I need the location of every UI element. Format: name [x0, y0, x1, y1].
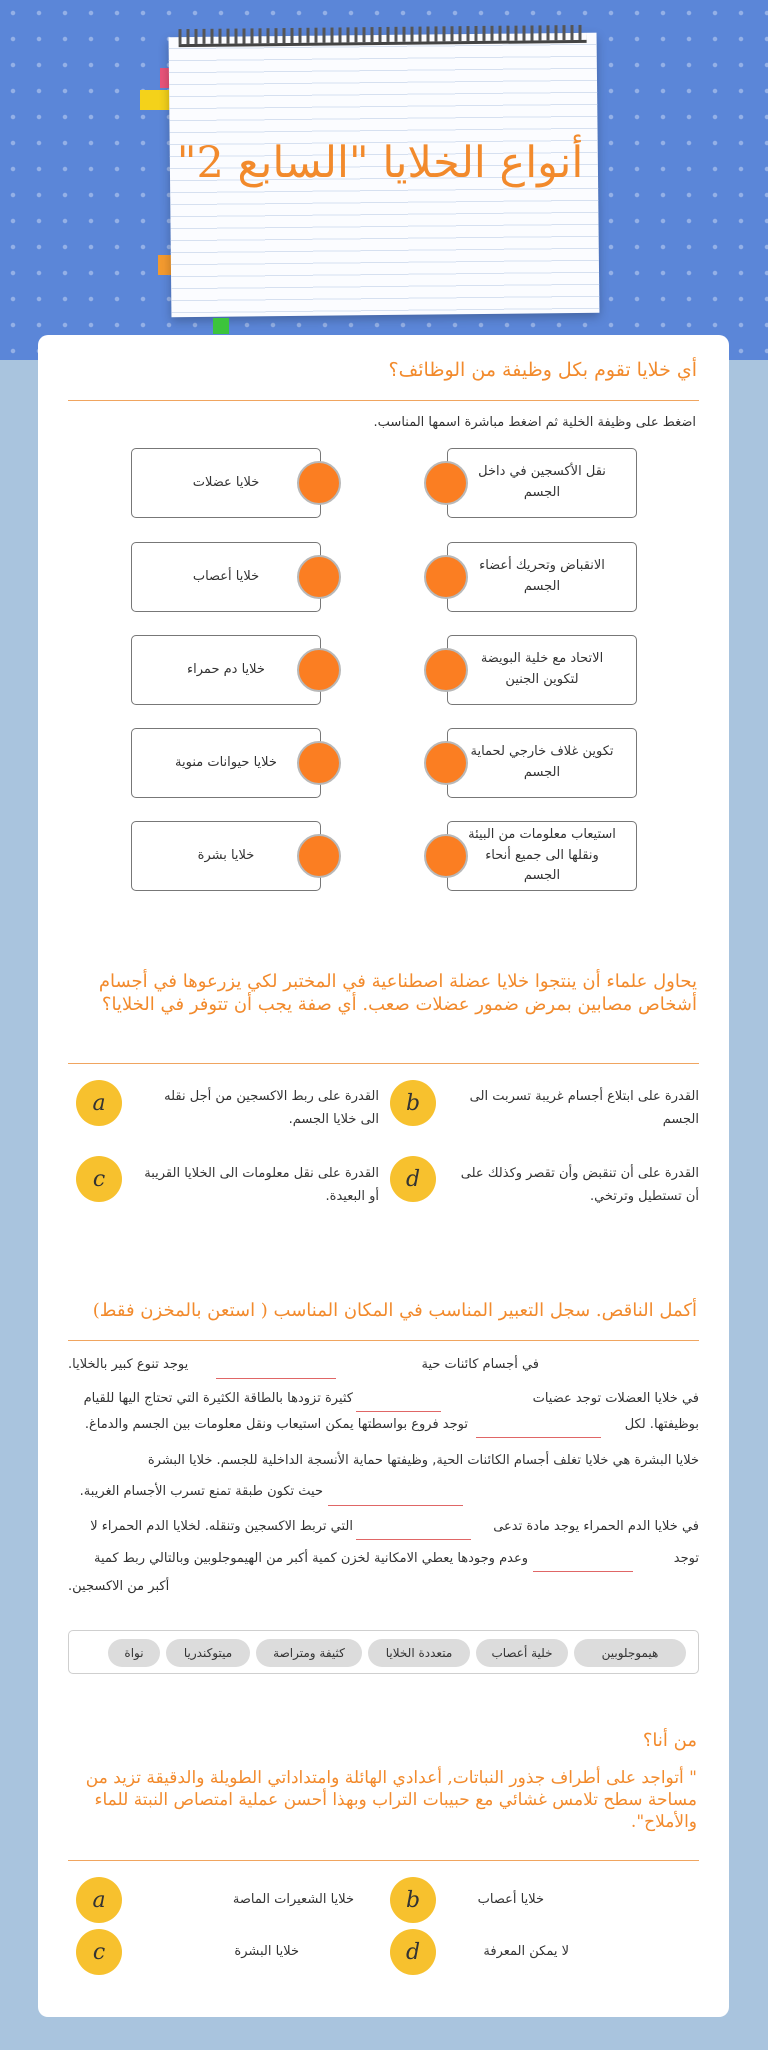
match-cell-4[interactable]: خلايا حيوانات منوية — [131, 728, 321, 798]
match-function-1[interactable]: نقل الأكسجين في داخل الجسم — [447, 448, 637, 518]
fill-text-7b: وعدم وجودها يعطي الامكانية لخزن كمية أكبر من الهيموجلوبين وبالتالي ربط كمية — [94, 1551, 528, 1566]
fill-text-4: خلايا البشرة هي خلايا تغلف أجسام الكائنات الحية, وظيفتها حماية الأنسجة الداخلية للجسم. خلايا البشرة — [147, 1453, 699, 1468]
notebook-rings — [178, 25, 586, 47]
q4-option-d-text[interactable]: لا يمكن المعرفة — [483, 1944, 569, 1959]
match-cell-2[interactable]: خلايا أعصاب — [131, 542, 321, 612]
match-function-4[interactable]: تكوين غلاف خارجي لحماية الجسم — [447, 728, 637, 798]
word-chip-4[interactable]: كثيفة ومتراصة — [256, 1639, 362, 1667]
fill-text-3a: بوظيفتها. لكل — [624, 1417, 699, 1432]
notebook-tab-green — [213, 318, 229, 334]
q4-option-c-letter[interactable]: c — [76, 1929, 122, 1975]
q2-title: يحاول علماء أن ينتجوا خلايا عضلة اصطناعية في المختبر لكي يزرعوها في أجسام أشخاص مصابين بمرض ضمور عضلات صعب. أي صفة يجب أن تتوفر في الخلايا؟ — [98, 971, 697, 1016]
match-connector-cell-3[interactable] — [297, 648, 341, 692]
q1-divider — [68, 400, 699, 401]
worksheet-card — [38, 335, 729, 2017]
q2-option-b-letter[interactable]: b — [390, 1080, 436, 1126]
fill-blank-6[interactable] — [533, 1571, 633, 1572]
q2-option-d-letter[interactable]: d — [390, 1156, 436, 1202]
match-connector-cell-4[interactable] — [297, 741, 341, 785]
fill-text-1b: يوجد تنوع كبير بالخلايا. — [68, 1357, 189, 1372]
match-connector-function-5[interactable] — [424, 834, 468, 878]
match-function-5[interactable]: استيعاب معلومات من البيئة ونقلها الى جميع أنحاء الجسم — [447, 821, 637, 891]
q4-option-d-letter[interactable]: d — [390, 1929, 436, 1975]
word-chip-2[interactable]: خلية أعصاب — [476, 1639, 568, 1667]
q3-divider — [68, 1340, 699, 1341]
q3-title: أكمل الناقص. سجل التعبير المناسب في المكان المناسب ( استعن بالمخزن فقط) — [92, 1300, 697, 1321]
q2-option-c-text[interactable]: القدرة على نقل معلومات الى الخلايا القريبة أو البعيدة. — [144, 1166, 379, 1205]
worksheet-title: أنواع الخلايا "السابع 2" — [176, 138, 584, 188]
fill-text-2a: في خلايا العضلات توجد عضيات — [532, 1391, 699, 1406]
word-bank — [68, 1630, 699, 1674]
q4-option-a-text[interactable]: خلايا الشعيرات الماصة — [232, 1892, 354, 1907]
q2-option-a-text[interactable]: القدرة على ربط الاكسجين من أجل نقله الى خلايا الجسم. — [164, 1089, 379, 1128]
q2-option-c-letter[interactable]: c — [76, 1156, 122, 1202]
fill-text-6a: في خلايا الدم الحمراء يوجد مادة تدعى — [493, 1519, 699, 1534]
fill-blank-3[interactable] — [476, 1437, 601, 1438]
match-cell-5[interactable]: خلايا بشرة — [131, 821, 321, 891]
word-chip-3[interactable]: متعددة الخلايا — [368, 1639, 470, 1667]
fill-blank-1[interactable] — [216, 1378, 336, 1379]
fill-text-1a: في أجسام كائنات حية — [421, 1357, 539, 1372]
match-cell-3[interactable]: خلايا دم حمراء — [131, 635, 321, 705]
word-chip-1[interactable]: هيموجلوبين — [574, 1639, 686, 1667]
match-connector-function-4[interactable] — [424, 741, 468, 785]
q4-title: من أنا؟ — [642, 1730, 697, 1751]
q2-option-b-text[interactable]: القدرة على ابتلاع أجسام غريبة تسربت الى الجسم — [469, 1089, 699, 1128]
match-connector-function-3[interactable] — [424, 648, 468, 692]
q4-option-c-text[interactable]: خلايا البشرة — [234, 1944, 299, 1959]
match-cell-1[interactable]: خلايا عضلات — [131, 448, 321, 518]
fill-text-3b: توجد فروع بواسطتها يمكن استيعاب ونقل معلومات بين الجسم والدماغ. — [84, 1417, 468, 1432]
q4-option-a-letter[interactable]: a — [76, 1877, 122, 1923]
fill-text-7a: توجد — [673, 1551, 699, 1566]
word-chip-5[interactable]: ميتوكندريا — [166, 1639, 250, 1667]
match-function-2[interactable]: الانقباض وتحريك أعضاء الجسم — [447, 542, 637, 612]
q4-quote: " أتواجد على أطراف جذور النباتات, أعدادي الهائلة وامتداداتي الطويلة والدقيقة تزيد من مساحة سطح تلامس غشائي مع حبيبات التراب وبهذا أحسن عملية امتصاص النبتة للماء والأملاح". — [85, 1768, 697, 1833]
fill-blank-5[interactable] — [356, 1539, 471, 1540]
match-connector-function-1[interactable] — [424, 461, 468, 505]
fill-text-6b: التي تربط الاكسجين وتنقله. لخلايا الدم الحمراء لا — [90, 1519, 353, 1534]
q1-instruction: اضغط على وظيفة الخلية ثم اضغط مباشرة اسمها المناسب. — [373, 415, 696, 430]
fill-blank-4[interactable] — [328, 1505, 463, 1506]
match-connector-cell-5[interactable] — [297, 834, 341, 878]
match-connector-cell-2[interactable] — [297, 555, 341, 599]
q2-option-a-letter[interactable]: a — [76, 1080, 122, 1126]
header-banner — [0, 0, 768, 360]
q4-option-b-text[interactable]: خلايا أعصاب — [477, 1892, 544, 1907]
q4-option-b-letter[interactable]: b — [390, 1877, 436, 1923]
q1-title: أي خلايا تقوم بكل وظيفة من الوظائف؟ — [388, 359, 697, 381]
fill-text-8: أكبر من الاكسجين. — [68, 1579, 170, 1594]
fill-text-2b: كثيرة تزودها بالطاقة الكثيرة التي تحتاج اليها للقيام — [83, 1391, 353, 1406]
q4-divider — [68, 1860, 699, 1861]
word-chip-6[interactable]: نواة — [108, 1639, 160, 1667]
match-connector-function-2[interactable] — [424, 555, 468, 599]
match-connector-cell-1[interactable] — [297, 461, 341, 505]
q2-divider — [68, 1063, 699, 1064]
fill-text-5: حيث تكون طبقة تمنع تسرب الأجسام الغريبة. — [79, 1484, 323, 1499]
match-function-3[interactable]: الاتحاد مع خلية البويضة لتكوين الجنين — [447, 635, 637, 705]
q2-option-d-text[interactable]: القدرة على أن تنقبض وأن تقصر وكذلك على أن تستطيل وترتخي. — [460, 1166, 699, 1205]
fill-blank-2[interactable] — [356, 1411, 441, 1412]
